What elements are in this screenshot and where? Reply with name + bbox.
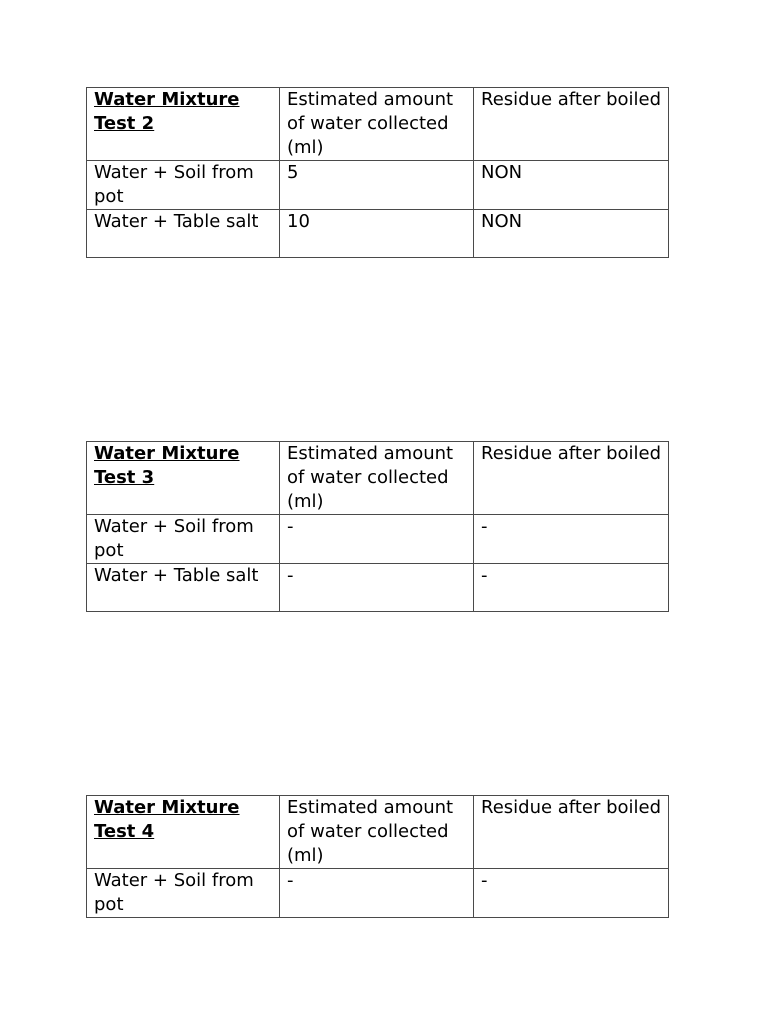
residue-cell: - [474, 869, 669, 918]
mixture-cell: Water + Table salt [87, 564, 280, 612]
residue-cell: NON [474, 161, 669, 210]
table-row [87, 210, 669, 258]
residue-cell: - [474, 564, 669, 612]
amount-cell: 10 [280, 210, 474, 258]
amount-cell: - [280, 564, 474, 612]
table-header-row [87, 88, 669, 161]
water-mixture-test-4-table [86, 795, 669, 918]
table-row [87, 564, 669, 612]
table-row [87, 515, 669, 564]
mixture-cell: Water + Soil from pot [87, 161, 280, 210]
column-header-residue: Residue after boiled [474, 796, 669, 869]
amount-cell: - [280, 515, 474, 564]
mixture-cell: Water + Table salt [87, 210, 280, 258]
amount-cell: - [280, 869, 474, 918]
table-row [87, 869, 669, 918]
amount-cell: 5 [280, 161, 474, 210]
table-header-row [87, 442, 669, 515]
water-mixture-test-2-table [86, 87, 669, 258]
column-header-residue: Residue after boiled [474, 88, 669, 161]
column-header-amount: Estimated amount of water collected (ml) [280, 796, 474, 869]
column-header-residue: Residue after boiled [474, 442, 669, 515]
residue-cell: - [474, 515, 669, 564]
residue-cell: NON [474, 210, 669, 258]
column-header-amount: Estimated amount of water collected (ml) [280, 442, 474, 515]
table-title: Water Mixture Test 4 [87, 796, 280, 869]
mixture-cell: Water + Soil from pot [87, 869, 280, 918]
table-title: Water Mixture Test 3 [87, 442, 280, 515]
table-title: Water Mixture Test 2 [87, 88, 280, 161]
table-row [87, 161, 669, 210]
column-header-amount: Estimated amount of water collected (ml) [280, 88, 474, 161]
water-mixture-test-3-table [86, 441, 669, 612]
mixture-cell: Water + Soil from pot [87, 515, 280, 564]
table-header-row [87, 796, 669, 869]
